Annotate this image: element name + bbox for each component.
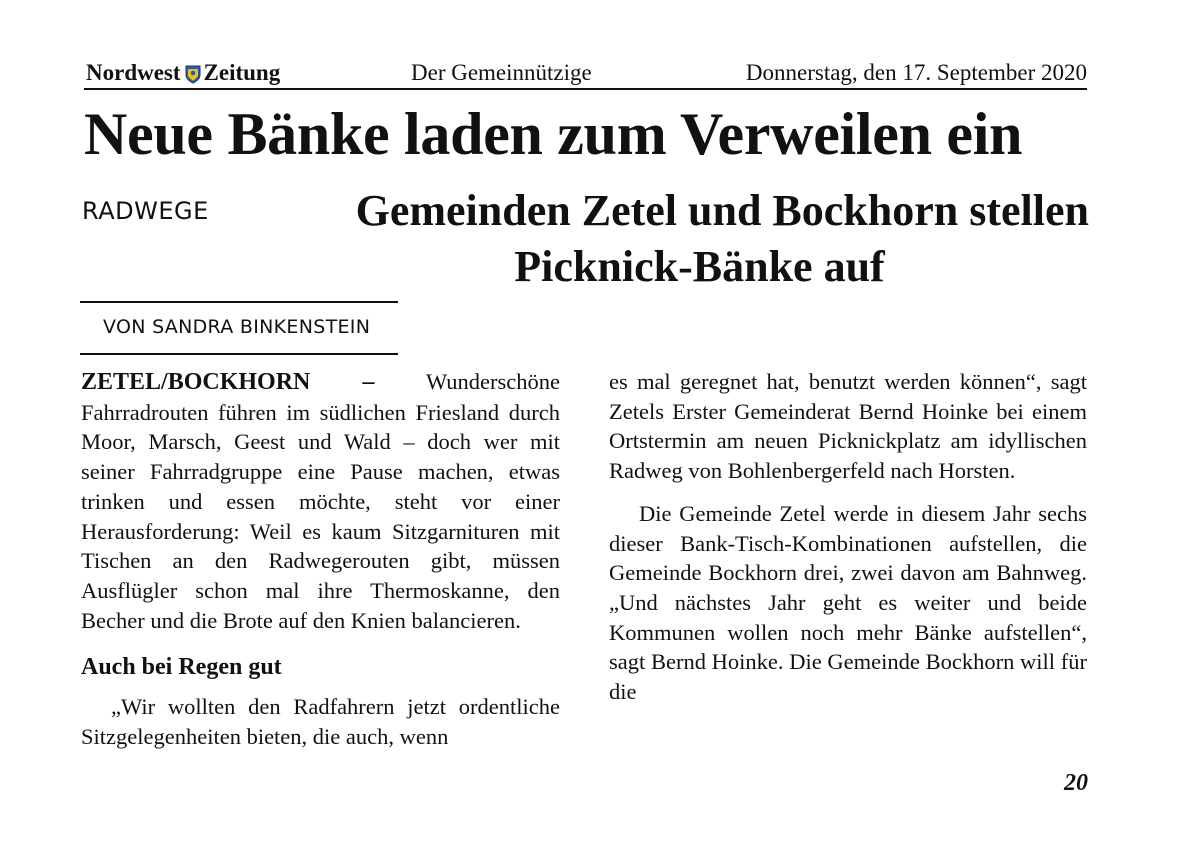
article-subhead-line2: Picknick-Bänke auf [514,242,885,291]
brand-name-left: Nordwest [86,60,181,85]
article-dateline: ZETEL/BOCKHORN – [81,369,375,395]
article-kicker: RADWEGE [82,197,209,225]
coat-of-arms-icon [185,64,201,83]
issue-date: Donnerstag, den 17. September 2020 [745,60,1087,85]
article-column-2 [609,367,1087,707]
article-paragraph-2-end: es mal geregnet hat, benutzt werden können“, sagt Zetels Erster Gemeinderat Bernd Hoinke bei einem Ortstermin am neuen Picknickplatz am idyllischen Radweg von Bohlenbergerfeld nach Horsten. [609,369,1087,484]
article-paragraph-1-text: Wunderschöne Fahrradrouten führen im südlichen Friesland durch Moor, Marsch, Geest und Wald – doch wer mit seiner Fahrradgruppe eine Pause machen, etwas trinken und essen möchte, steht vor einer Herausforderung: Weil es kaum Sitzgarnituren mit Tischen an den Radwegerouten gibt, müssen Ausflügler schon mal ihre Thermoskanne, den Becher und die Brote auf den Knien balancieren. [81,369,560,633]
brand-name-right: Zeitung [203,60,281,85]
page-number: 20 [1064,770,1088,796]
article-subheading: Auch bei Regen gut [81,654,282,681]
byline-rule-bottom [80,353,398,355]
article-headline: Neue Bänke laden zum Verweilen ein [84,101,1023,167]
article-paragraph-1 [81,367,560,635]
section-name: Der Gemeinnützige [411,60,592,85]
article-subhead-line1: Gemeinden Zetel und Bockhorn stellen [355,186,1089,235]
article-column-1 [81,367,560,752]
article-byline: VON SANDRA BINKENSTEIN [103,316,371,338]
newspaper-brand [86,60,280,86]
newspaper-header [84,58,1087,90]
article-paragraph-3: Die Gemeinde Zetel werde in diesem Jahr sechs dieser Bank-Tisch-Kombinationen aufstellen, die Gemeinde Bockhorn drei, zwei davon am Bahnweg. „Und nächstes Jahr geht es weiter und beide Kommunen wollen noch mehr Bänke aufstellen“, sagt Bernd Hoinke. Die Gemeinde Bockhorn will für die [609,500,1087,705]
byline-rule-top [80,301,398,303]
article-paragraph-2-start: „Wir wollten den Radfahrern jetzt ordentliche Sitzgelegenheiten bieten, die auch, wenn [81,694,560,750]
